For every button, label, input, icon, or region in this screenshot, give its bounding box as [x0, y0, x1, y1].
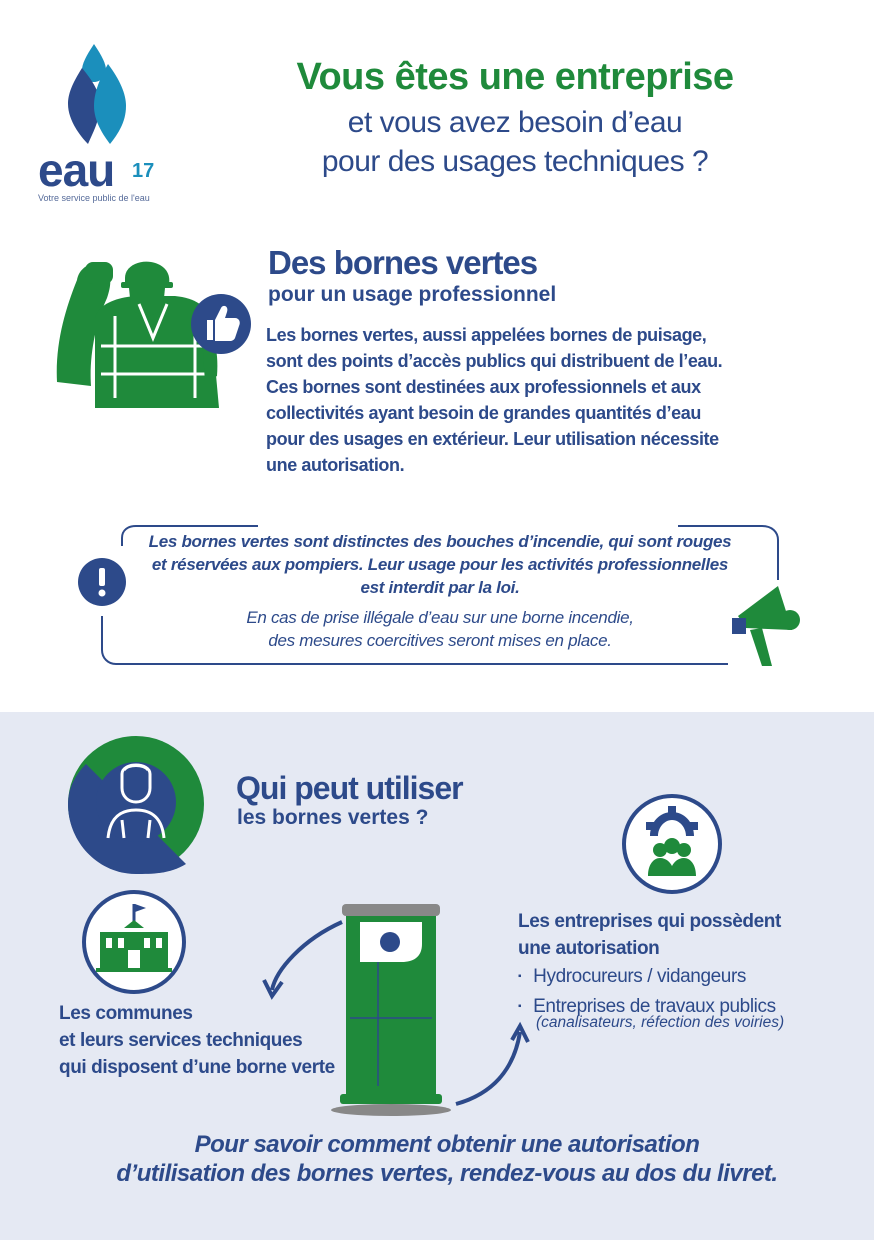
communes-line: Les communes	[59, 1003, 193, 1024]
section2-heading: Qui peut utiliser	[236, 770, 463, 806]
body-line: Ces bornes sont destinées aux professionnels et aux	[266, 377, 701, 397]
person-circle-icon	[66, 734, 206, 874]
footer-call-to-action	[60, 1130, 834, 1188]
footer-line: d’utilisation des bornes vertes, rendez-vous au dos du livret.	[116, 1160, 778, 1187]
body-line: Les bornes vertes, aussi appelées bornes de puisage,	[266, 325, 707, 345]
body-line: pour des usages en extérieur. Leur utilisation nécessite	[266, 429, 719, 449]
warning-line: est interdit par la loi.	[360, 578, 520, 597]
list-item: ▪ Entreprises de travaux publics	[518, 993, 776, 1023]
entreprises-note: (canalisateurs, réfection des voiries)	[536, 1014, 785, 1031]
body-line: une autorisation.	[266, 455, 405, 475]
logo-tagline: Votre service public de l'eau	[38, 193, 150, 203]
exclamation-icon	[78, 558, 126, 606]
body-line: collectivités ayant besoin de grandes quantités d’eau	[266, 403, 701, 423]
entreprises-title-line: une autorisation	[518, 938, 660, 959]
section1-heading: Des bornes vertes	[268, 244, 538, 281]
warning-line: et réservées aux pompiers. Leur usage pour les activités professionnelles	[151, 555, 729, 574]
footer-line: Pour savoir comment obtenir une autorisation	[194, 1131, 700, 1158]
section1-body	[266, 322, 766, 478]
green-borne-illustration	[262, 900, 532, 1130]
entreprises-title	[518, 908, 781, 962]
warning-note-line: En cas de prise illégale d’eau sur une borne incendie,	[246, 608, 634, 627]
warning-note	[130, 606, 750, 652]
warning-main-text	[130, 530, 750, 599]
list-item: ▪ Hydrocureurs / vidangeurs	[518, 963, 776, 993]
communes-line: qui disposent d’une borne verte	[59, 1057, 335, 1078]
workers-gear-icon	[620, 792, 724, 896]
communes-line: et leurs services techniques	[59, 1030, 303, 1051]
page-subtitle-line2: pour des usages techniques ?	[321, 145, 709, 178]
page-subtitle-line1: et vous avez besoin d’eau	[347, 106, 683, 139]
page-title: Vous êtes une entreprise	[296, 56, 734, 98]
section1-subheading: pour un usage professionnel	[268, 283, 557, 306]
worker-thumbs-up-illustration	[55, 258, 255, 410]
body-line: sont des points d’accès publics qui distribuent de l’eau.	[266, 351, 723, 371]
logo-number: 17	[132, 160, 155, 182]
warning-line: Les bornes vertes sont distinctes des bouches d’incendie, qui sont rouges	[148, 532, 732, 551]
entreprises-title-line: Les entreprises qui possèdent	[518, 911, 781, 932]
logo-wordmark: eau	[38, 144, 115, 196]
section2-subheading: les bornes vertes ?	[237, 806, 429, 829]
town-hall-icon	[80, 888, 188, 996]
warning-note-line: des mesures coercitives seront mises en place.	[268, 631, 612, 650]
water-drops-logo-icon	[60, 40, 140, 150]
